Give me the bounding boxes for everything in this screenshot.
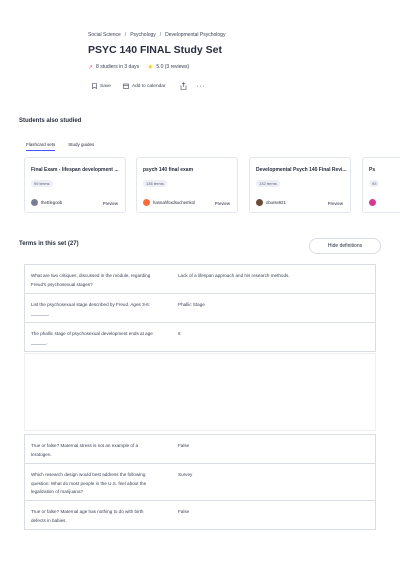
card-username[interactable]: theElegoob bbox=[41, 200, 63, 205]
breadcrumb bbox=[88, 32, 225, 38]
page-title: PSYC 140 FINAL Study Set bbox=[88, 44, 223, 56]
tab-study-guides[interactable]: Study guides bbox=[68, 142, 95, 147]
preview-button[interactable]: Preview bbox=[327, 201, 343, 206]
ad-placeholder bbox=[24, 353, 376, 431]
term-question: The phallic stage of psychosexual development ends at age ______. bbox=[31, 331, 153, 345]
tab-flashcard-sets[interactable]: Flashcard sets bbox=[26, 142, 55, 151]
calendar-icon bbox=[123, 83, 129, 89]
term-row[interactable] bbox=[24, 500, 376, 530]
star-icon: ★ bbox=[147, 64, 154, 71]
share-button[interactable] bbox=[178, 81, 189, 91]
card-username[interactable]: hannahfoxdsuchemkol bbox=[153, 200, 195, 205]
hide-definitions-button[interactable]: Hide definitions bbox=[309, 238, 381, 254]
breadcrumb-separator: / bbox=[124, 32, 127, 38]
rating-text[interactable]: 5.0 (3 reviews) bbox=[156, 64, 190, 70]
preview-button[interactable]: Preview bbox=[102, 201, 118, 206]
study-set-card[interactable] bbox=[24, 157, 126, 213]
card-title: psych 140 final exam bbox=[143, 167, 194, 173]
term-definition: False bbox=[178, 509, 190, 514]
term-row[interactable] bbox=[24, 463, 376, 501]
avatar bbox=[369, 199, 376, 206]
card-terms-count: 93 bbox=[369, 180, 379, 187]
card-username[interactable]: nburse921 bbox=[266, 200, 286, 205]
card-title: Final Exam - lifespan development ... bbox=[31, 167, 119, 173]
card-title: Developmental Psych 140 Final Revi... bbox=[256, 167, 347, 173]
save-button[interactable] bbox=[92, 83, 111, 89]
also-studied-tabs bbox=[26, 142, 107, 151]
study-set-card[interactable] bbox=[249, 157, 351, 213]
avatar bbox=[256, 199, 263, 206]
term-row[interactable] bbox=[24, 293, 376, 323]
add-to-calendar-button[interactable] bbox=[123, 83, 166, 89]
term-question: True or false? Maternal age has nothing to do with birth defects in babies. bbox=[31, 509, 144, 523]
term-question: Which research design would best address the following question: What do most people in the U.S. feel about the legalization of marijuana? bbox=[31, 472, 147, 494]
also-studied-heading: Students also studied bbox=[19, 118, 82, 124]
studiers-count: 8 studiers in 3 days bbox=[96, 64, 140, 70]
terms-heading: Terms in this set (27) bbox=[19, 241, 79, 247]
term-row[interactable] bbox=[24, 322, 376, 352]
breadcrumb-separator: / bbox=[159, 32, 162, 38]
calendar-label: Add to calendar bbox=[131, 83, 166, 89]
card-terms-count: 99 terms bbox=[31, 180, 53, 187]
preview-button[interactable]: Preview bbox=[214, 201, 230, 206]
term-definition: Survey bbox=[178, 472, 193, 477]
term-definition: Lack of a lifespan approach and his research methods. bbox=[178, 273, 290, 278]
trending-icon: ↗ bbox=[88, 64, 94, 71]
breadcrumb-link-psychology[interactable]: Psychology bbox=[130, 32, 156, 38]
save-label: Save bbox=[100, 83, 111, 89]
term-question: List the psychosexual stage described by Freud. Ages 3-6: _______ bbox=[31, 302, 150, 316]
study-set-card[interactable] bbox=[136, 157, 238, 213]
card-terms-count: 136 terms bbox=[143, 180, 167, 187]
set-actions bbox=[92, 81, 205, 91]
term-row[interactable] bbox=[24, 264, 376, 294]
avatar bbox=[31, 199, 38, 206]
set-stats bbox=[88, 63, 189, 71]
card-title: Ps bbox=[369, 167, 376, 173]
term-question: True or false? Maternal stress is not an example of a teratogen. bbox=[31, 443, 139, 457]
study-set-card[interactable] bbox=[362, 157, 400, 213]
share-icon bbox=[180, 82, 187, 90]
bookmark-icon bbox=[92, 83, 97, 89]
term-definition: 6 bbox=[178, 331, 181, 336]
term-row[interactable] bbox=[24, 434, 376, 464]
avatar bbox=[143, 199, 150, 206]
breadcrumb-link-social-science[interactable]: Social Science bbox=[88, 32, 121, 38]
term-question: What are two critiques, discussed in the module, regarding Freud's psychosexual stages? bbox=[31, 273, 151, 287]
term-definition: False bbox=[178, 443, 190, 448]
more-options-button[interactable]: ··· bbox=[196, 82, 206, 90]
breadcrumb-link-developmental-psychology[interactable]: Developmental Psychology bbox=[165, 32, 226, 38]
term-definition: Phallic Stage bbox=[178, 302, 205, 307]
card-terms-count: 132 terms bbox=[256, 180, 280, 187]
